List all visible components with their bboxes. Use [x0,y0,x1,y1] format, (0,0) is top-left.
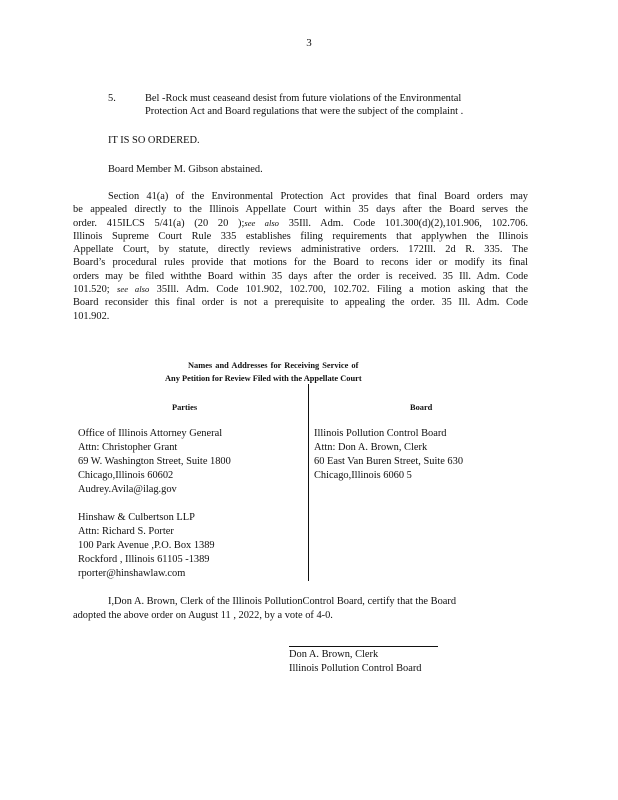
party-address-block [78,511,215,581]
appeal-line [73,283,528,296]
order-item-number: 5. [108,93,116,104]
column-divider [308,384,309,581]
address-line: 69 W. Washington Street, Suite 1800 [78,456,231,467]
email-line: Audrey.Avila@ilag.gov [78,484,177,495]
it-is-so-ordered: IT IS SO ORDERED. [108,135,200,146]
board-address-block [314,427,463,483]
citation-text: order. 415ILCS 5/41(a) (20 20 ); [73,217,245,229]
page-number: 3 [306,37,312,49]
certification-line2: adopted the above order on August 11 , 2022, by a vote of 4-0. [73,610,333,621]
signature-line [289,646,438,647]
appeal-line: Board reconsider this final order is not a prerequisite to appealing the order. 35 Ill. Adm. Code [73,297,528,309]
address-line: Attn: Richard S. Porter [78,526,174,537]
address-line: Rockford , Illinois 61105 -1389 [78,554,210,565]
service-list-header-line2: Any Petition for Review Filed with the Appellate Court [165,374,362,383]
service-list-header-line1: Names and Addresses for Receiving Service of [188,361,359,370]
appeal-line: be appealed directly to the Illinois Appellate Court within 35 days after the Board serves the [73,204,528,216]
appeal-line: Board’s procedural rules provide that motions for the Board to recons ider or modify its final [73,257,528,269]
see-also-italic: see also [244,217,279,228]
board-header: Board [410,403,433,412]
email-line: rporter@hinshawlaw.com [78,568,186,579]
address-line: Chicago,Illinois 6060 5 [314,470,412,481]
address-line: Chicago,Illinois 60602 [78,470,174,481]
address-line: Hinshaw & Culbertson LLP [78,512,195,523]
address-line: Office of Illinois Attorney General [78,428,223,439]
address-line: Attn: Don A. Brown, Clerk [314,442,428,453]
appeal-line [73,217,528,230]
see-also-italic: see also [117,284,150,295]
order-item-line1: Bel -Rock must ceaseand desist from future violations of the Environmental [145,93,462,104]
appeal-line: Section 41(a) of the Environmental Protection Act provides that final Board orders may [108,191,528,202]
citation-text: 101.520; [73,284,110,296]
appeal-line: Illinois Supreme Court Rule 335 establishes filing requirements that applywhen the Illinois [73,230,528,242]
citation-text: 35Ill. Adm. Code 101.902, 102.700, 102.702. Filing a motion asking that the [156,284,528,296]
parties-header: Parties [172,403,198,412]
address-line: 100 Park Avenue ,P.O. Box 1389 [78,540,215,551]
abstained-note: Board Member M. Gibson abstained. [108,164,263,175]
appeal-line: Appellate Court, by statute, directly reviews administrative orders. 172Ill. 2d R. 335. The [73,244,528,256]
signature-name: Don A. Brown, Clerk [289,649,379,660]
citation-text: 35Ill. Adm. Code 101.300(d)(2),101.906, 102.706. [288,217,528,229]
appeal-paragraph [73,190,528,323]
appeal-line: orders may be filed withthe Board within 35 days after the order is received. 35 Ill. Adm. Code [73,270,528,282]
address-line: Illinois Pollution Control Board [314,428,447,439]
signature-title: Illinois Pollution Control Board [289,663,422,674]
order-item-line2: Protection Act and Board regulations that were the subject of the complaint . [145,106,464,117]
certification-line1: I,Don A. Brown, Clerk of the Illinois PollutionControl Board, certify that the Board [108,596,457,607]
party-address-block [78,427,231,497]
appeal-line: 101.902. [73,310,110,322]
address-line: Attn: Christopher Grant [78,442,178,453]
address-line: 60 East Van Buren Street, Suite 630 [314,456,464,467]
